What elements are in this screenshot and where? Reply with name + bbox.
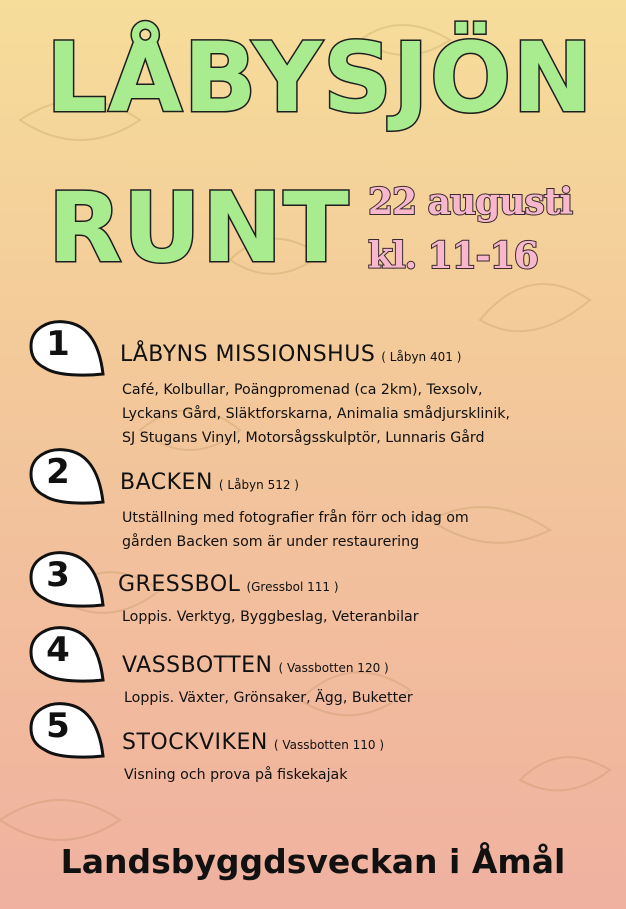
stop-title (122, 655, 389, 677)
stop-title (120, 472, 299, 494)
description-line: Visning och prova på fiskekajak (124, 767, 348, 783)
stop-name: VASSBOTTEN (122, 653, 273, 678)
stop-number-badge (27, 318, 105, 378)
description-line: Loppis. Verktyg, Byggbeslag, Veteranbilar (122, 609, 419, 625)
description-line: gården Backen som är under restaurering (122, 534, 420, 550)
stop-title (120, 344, 461, 366)
stop-number-badge (27, 700, 105, 760)
description-line: Loppis. Växter, Grönsaker, Ägg, Buketter (124, 690, 413, 706)
stop-title (118, 574, 339, 596)
stop-number: 1 (46, 324, 70, 364)
stop-name: BACKEN (120, 470, 213, 495)
stop-name: STOCKVIKEN (122, 730, 268, 755)
stop-number-badge (27, 624, 105, 684)
stop-description (124, 763, 347, 787)
stop-address: (Gressbol 111 ) (246, 580, 339, 594)
description-line: SJ Stugans Vinyl, Motorsågsskulptör, Lunnaris Gård (122, 430, 485, 446)
description-line: Café, Kolbullar, Poängpromenad (ca 2km), Texsolv, (122, 382, 483, 398)
stop-number: 2 (46, 452, 70, 492)
stop-number: 3 (46, 555, 70, 595)
stop-description (124, 686, 413, 710)
stop-title (122, 732, 384, 754)
stop-address: ( Vassbotten 110 ) (273, 738, 385, 752)
title-line-2: RUNT (48, 172, 350, 284)
stop-name: GRESSBOL (118, 572, 241, 597)
stop-number: 4 (46, 630, 70, 670)
stop-address: ( Låbyn 401 ) (381, 350, 462, 364)
stop-name: LÅBYNS MISSIONSHUS (120, 342, 376, 367)
stop-number: 5 (46, 706, 70, 746)
title-line-1: LÅBYSJÖN (46, 22, 594, 134)
event-date: 22 augusti (368, 181, 573, 223)
description-line: Utställning med fotografier från förr och idag om (122, 510, 469, 526)
footer-text: Landsbyggdsveckan i Åmål (60, 842, 566, 881)
event-time: kl. 11-16 (368, 235, 538, 277)
stop-description (122, 605, 419, 629)
stop-number-badge (27, 549, 105, 609)
stop-address: ( Låbyn 512 ) (218, 478, 299, 492)
stop-number-badge (27, 446, 105, 506)
stop-description (122, 506, 469, 554)
stop-description (122, 378, 510, 450)
stop-address: ( Vassbotten 120 ) (278, 661, 389, 675)
description-line: Lyckans Gård, Släktforskarna, Animalia smådjursklinik, (122, 406, 510, 422)
